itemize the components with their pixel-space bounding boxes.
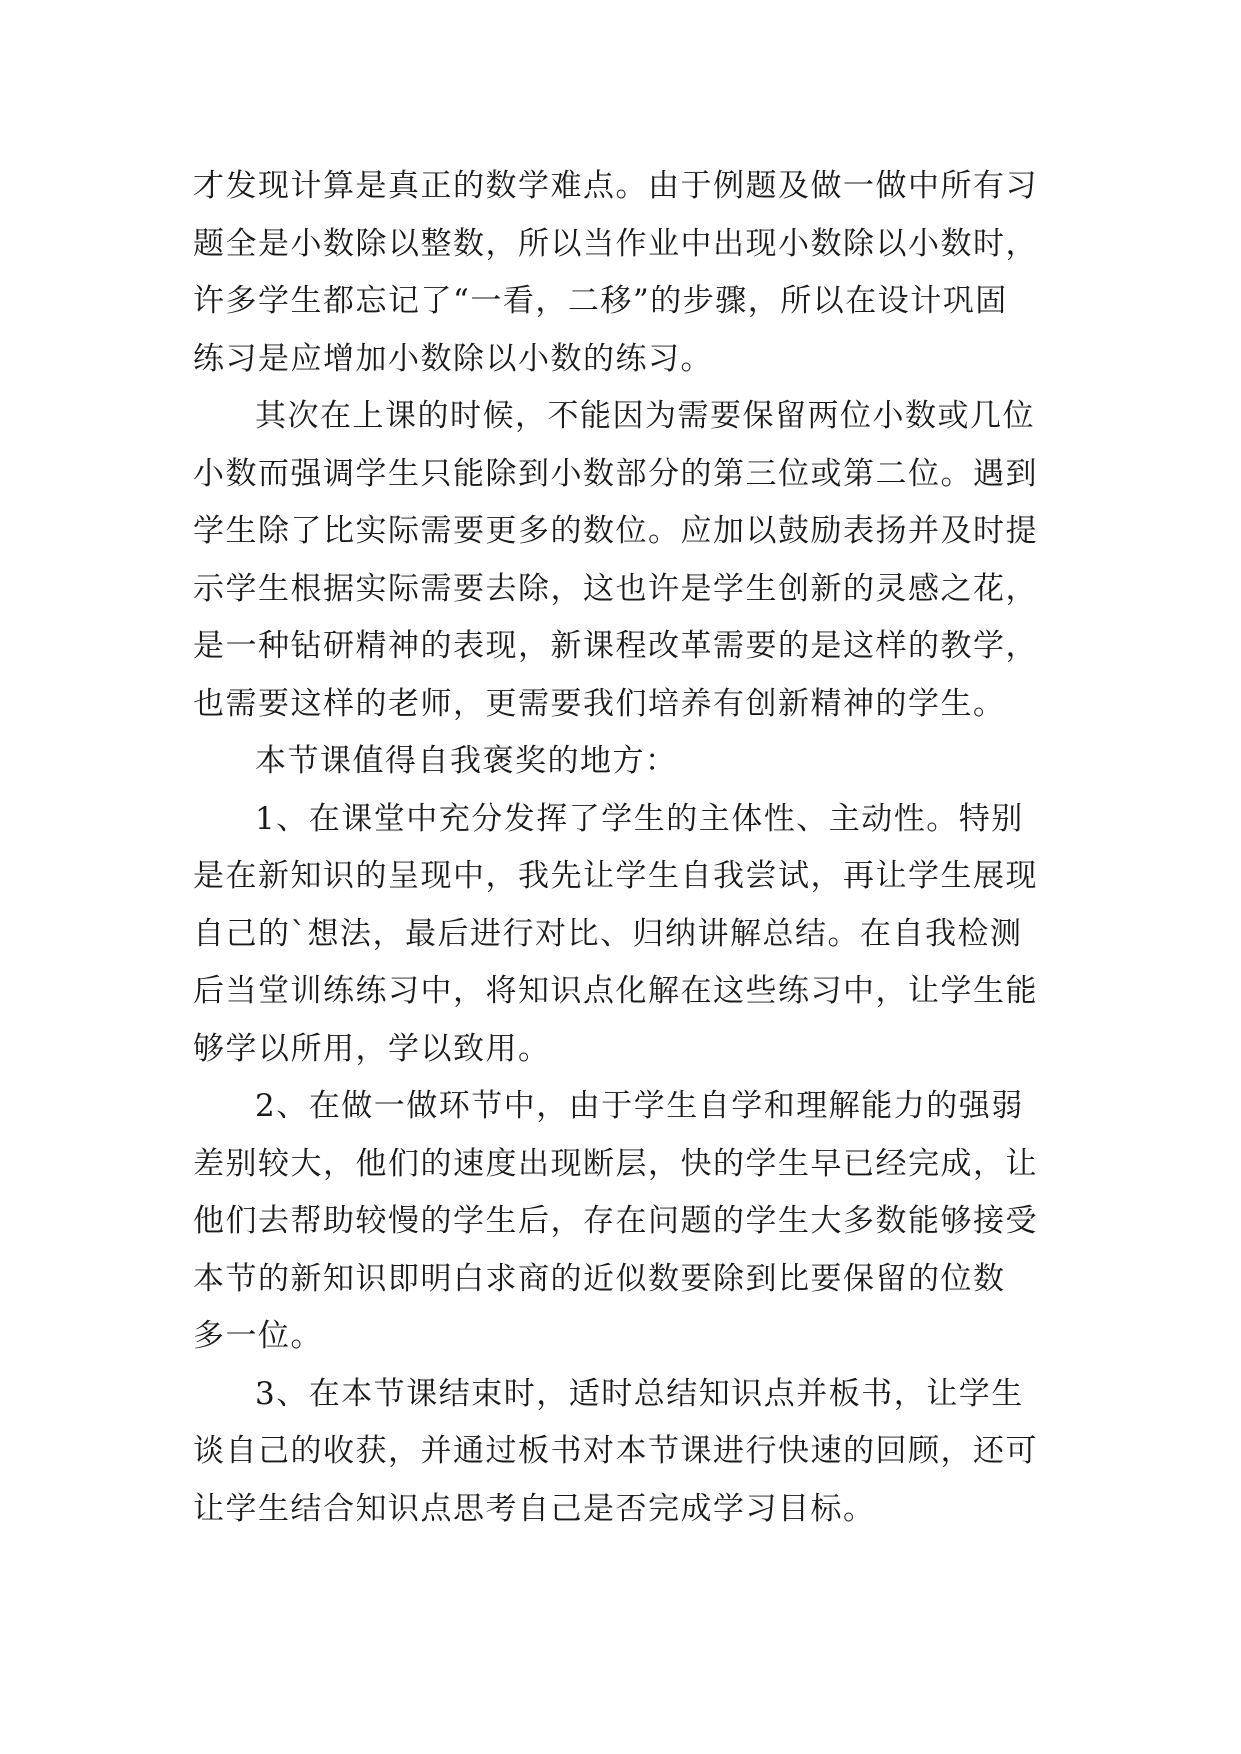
text-line: 他们去帮助较慢的学生后，存在问题的学生大多数能够接受 (193, 1203, 1038, 1239)
text-line: 小数而强调学生只能除到小数部分的第三位或第二位。遇到 (193, 455, 1038, 492)
text-line: 1、在课堂中充分发挥了学生的主体性、主动性。特别 (255, 800, 1024, 837)
text-line: 示学生根据实际需要去除，这也许是学生创新的灵感之花， (193, 570, 1038, 607)
text-line: 3、在本节课结束时，适时总结知识点并板书，让学生 (255, 1375, 1024, 1412)
text-line: 练习是应增加小数除以小数的练习。 (193, 340, 713, 377)
text-line: 题全是小数除以整数，所以当作业中出现小数除以小数时， (193, 225, 1038, 262)
text-line: 学生除了比实际需要更多的数位。应加以鼓励表扬并及时提 (193, 513, 1038, 549)
text-line: 多一位。 (193, 1318, 323, 1354)
text-line: 也需要这样的老师，更需要我们培养有创新精神的学生。 (193, 685, 1006, 722)
text-line: 才发现计算是真正的数学难点。由于例题及做一做中所有习 (193, 168, 1038, 204)
text-line: 自己的`想法，最后进行对比、归纳讲解总结。在自我检测 (193, 915, 1023, 952)
text-line: 许多学生都忘记了“一看，二移”的步骤，所以在设计巩固 (193, 283, 1008, 319)
text-line: 后当堂训练练习中，将知识点化解在这些练习中，让学生能 (193, 973, 1038, 1009)
text-line: 让学生结合知识点思考自己是否完成学习目标。 (193, 1490, 876, 1527)
document-body (193, 158, 1073, 1538)
text-line: 是在新知识的呈现中，我先让学生自我尝试，再让学生展现 (193, 858, 1038, 894)
text-line: 本节课值得自我褒奖的地方： (255, 743, 678, 779)
text-line: 其次在上课的时候，不能因为需要保留两位小数或几位 (255, 398, 1035, 434)
text-line: 2、在做一做环节中，由于学生自学和理解能力的强弱 (255, 1088, 1024, 1124)
text-line: 差别较大，他们的速度出现断层，快的学生早已经完成，让 (193, 1145, 1038, 1182)
text-line: 是一种钻研精神的表现，新课程改革需要的是这样的教学， (193, 628, 1038, 664)
text-line: 本节的新知识即明白求商的近似数要除到比要保留的位数 (193, 1260, 1006, 1297)
text-line: 够学以所用，学以致用。 (193, 1030, 551, 1067)
text-line: 谈自己的收获，并通过板书对本节课进行快速的回顾，还可 (193, 1433, 1038, 1469)
